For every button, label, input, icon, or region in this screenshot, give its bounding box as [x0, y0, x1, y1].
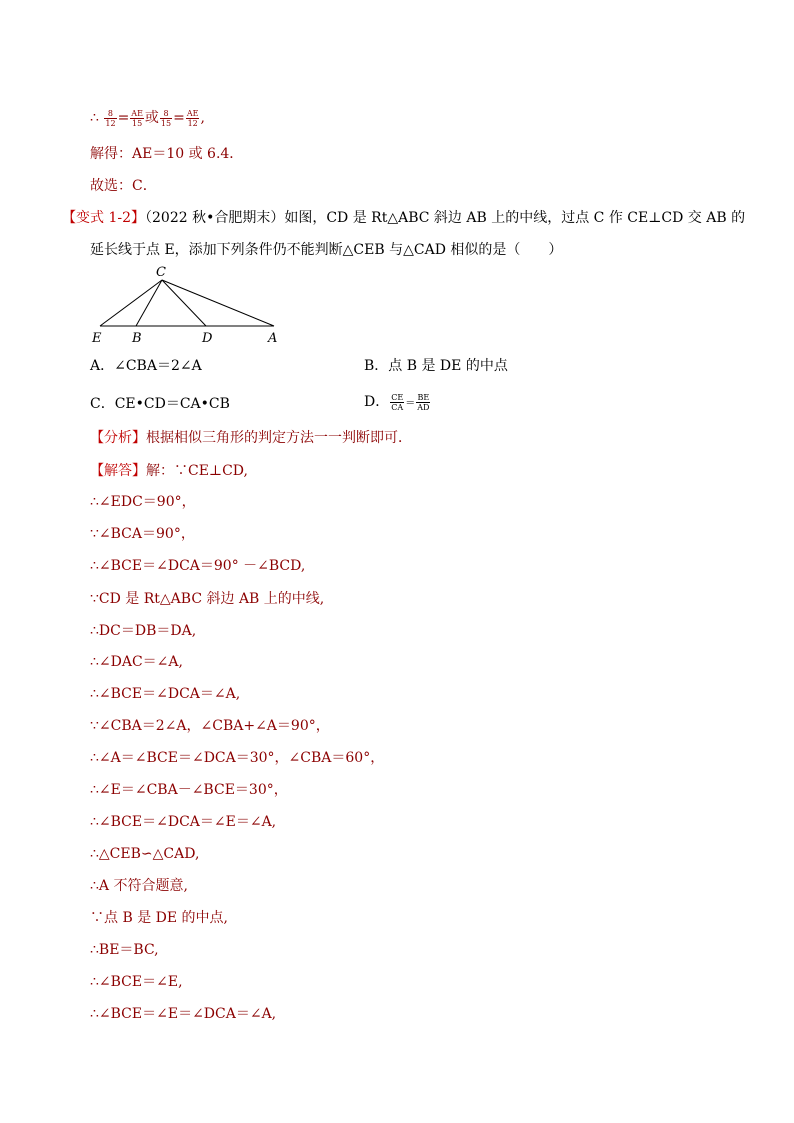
answer-step: ∴∠BCE＝∠E＝∠DCA＝∠A,: [90, 1006, 277, 1022]
problem-line-1: 【变式 1-2】（2022 秋•合肥期末）如图，CD 是 Rt△ABC 斜边 AB 上的中线，过点 C 作 CE⊥CD 交 AB 的: [62, 210, 746, 226]
fraction: $\frac{AE}{12}$: [186, 108, 199, 128]
answer-step: ∴A 不符合题意,: [90, 878, 188, 894]
fraction: $\frac{8}{15}$: [160, 108, 172, 128]
answer-line: 【解答】解：∵CE⊥CD,: [90, 463, 248, 479]
answer-step: ∴△CEB∽△CAD,: [90, 846, 200, 862]
option-c: C．CE•CD＝CA•CB: [90, 396, 230, 412]
answer-step: ∵CD 是 Rt△ABC 斜边 AB 上的中线,: [90, 591, 325, 607]
answer-step: ∴∠DAC＝∠A,: [90, 654, 183, 670]
answer-step: ∵∠BCA＝90°，: [90, 526, 195, 542]
option-a: A．∠CBA＝2∠A: [90, 358, 202, 374]
answer-step: ∴∠BCE＝∠DCA＝∠E＝∠A,: [90, 814, 277, 830]
variant-tag: 【变式 1-2】: [62, 210, 145, 226]
answer-step: ∴∠BCE＝∠DCA＝∠A,: [90, 686, 241, 702]
fraction: $\frac{CE}{CA}$: [391, 392, 404, 412]
problem-line-2: 延长线于点 E，添加下列条件仍不能判断△CEB 与△CAD 相似的是（ ）: [90, 242, 563, 258]
option-b: B．点 B 是 DE 的中点: [364, 358, 508, 374]
segment-cd: [162, 280, 206, 326]
answer-step: ∴BE＝BC,: [90, 942, 159, 958]
answer-tag: 【解答】: [90, 463, 146, 479]
option-d: D． $\frac{CE}{CA}$ ＝ $\frac{BE}{AD}$: [364, 392, 430, 412]
ratio-equation: ∴ $\frac{8}{12}$ = $\frac{AE}{15}$ 或 $\frac{8}{15}$ = $\frac{AE}{12}$ ,: [90, 108, 205, 128]
answer-step: ∴∠E＝∠CBA－∠BCE＝30°，: [90, 782, 288, 798]
answer-step: ∵∠CBA＝2∠A，∠CBA+∠A＝90°，: [90, 718, 330, 734]
choose-line: 故选：C．: [90, 178, 157, 194]
solve-line: 解得：AE＝10 或 6.4．: [90, 146, 244, 162]
label-b: B: [132, 331, 142, 346]
analysis-line: 【分析】根据相似三角形的判定方法一一判断即可．: [90, 430, 412, 446]
segment-ca: [162, 280, 274, 326]
answer-step: ∴∠A＝∠BCE＝∠DCA＝30°，∠CBA＝60°，: [90, 750, 385, 766]
analysis-tag: 【分析】: [90, 430, 146, 446]
answer-step: ∴∠BCE＝∠DCA＝90° －∠BCD,: [90, 558, 306, 574]
label-c: C: [156, 265, 166, 280]
fraction: $\frac{8}{12}$: [105, 108, 116, 128]
answer-step: ∵点 B 是 DE 的中点,: [90, 910, 228, 926]
answer-step: ∴∠EDC＝90°，: [90, 494, 196, 510]
label-d: D: [202, 331, 213, 346]
segment-cb: [136, 280, 162, 326]
answer-step: ∴∠BCE＝∠E,: [90, 974, 183, 990]
segment-ce: [100, 280, 162, 326]
label-a: A: [268, 331, 278, 346]
triangle-figure: [88, 264, 288, 348]
fraction: $\frac{BE}{AD}$: [417, 392, 430, 412]
label-e: E: [92, 331, 102, 346]
answer-step: ∴DC＝DB＝DA,: [90, 623, 197, 639]
fraction: $\frac{AE}{15}$: [131, 108, 143, 128]
therefore-symbol: ∴: [90, 110, 99, 126]
